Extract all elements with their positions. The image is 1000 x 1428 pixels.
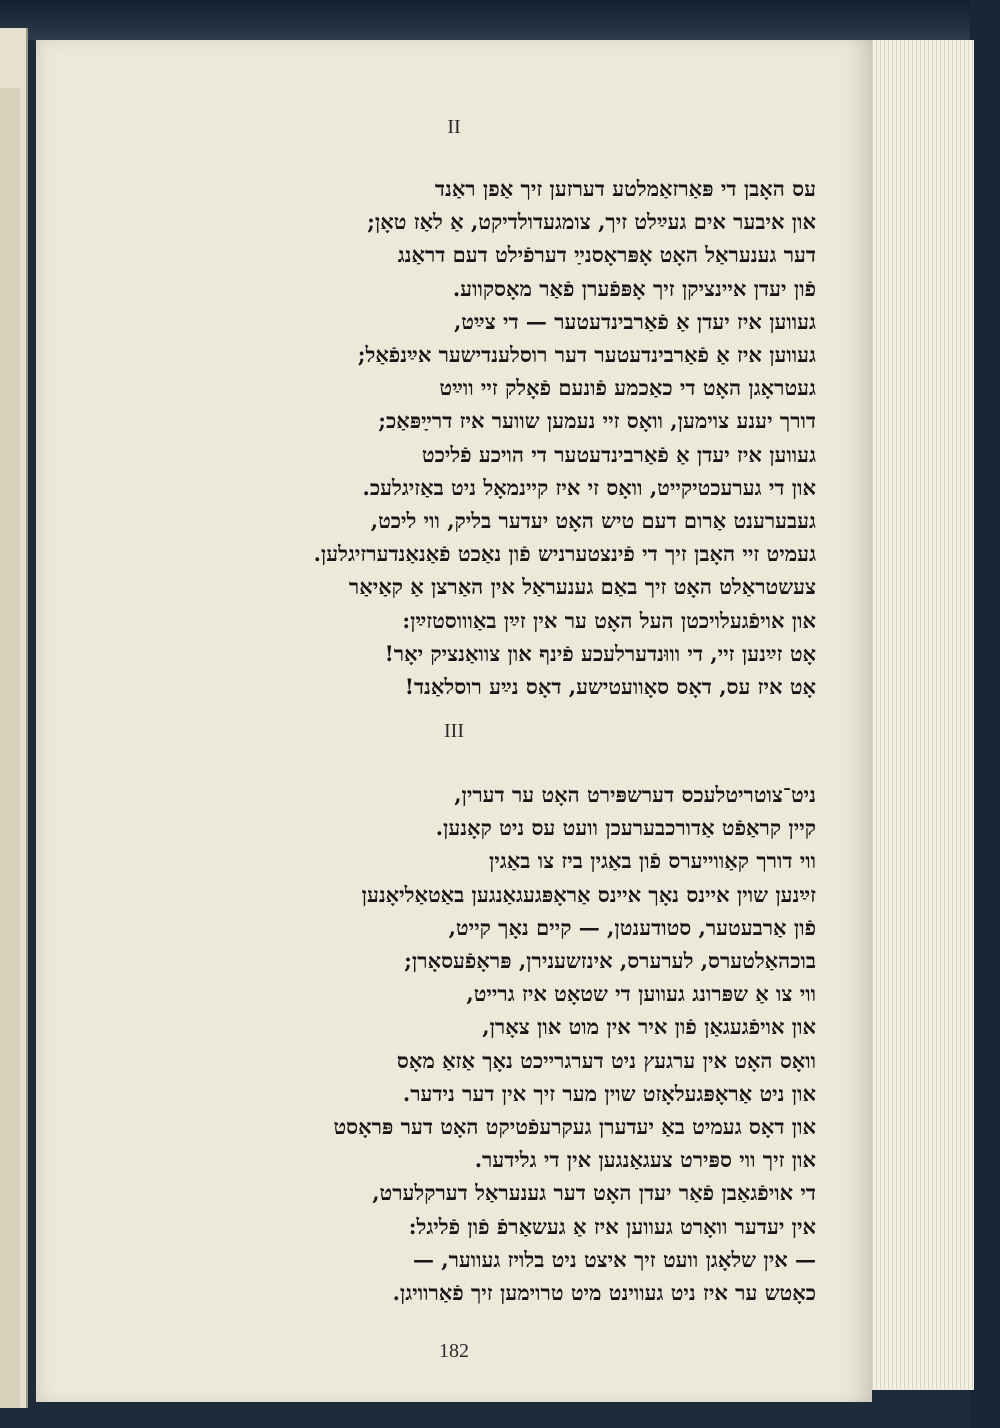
poem-line: געמיט זיי האָבן זיך די פֿינצטערניש פֿון נאַכט פֿאַנאַנדערזיגלען. <box>313 541 816 567</box>
poem-line: זײַנען שוין איינס נאָך איינס אַראָפּגעגאַנגען באַטאַליאָנען <box>361 881 816 907</box>
section-2-numeral: II <box>447 116 461 138</box>
previous-page-shadow <box>0 88 20 1408</box>
poem-line: און די גערעכטיקייט, וואָס זי איז קיינמאָל ניט באַזיגלעכ. <box>362 474 816 500</box>
book-page <box>36 40 872 1402</box>
page-block-edges <box>868 40 974 1390</box>
poem-line: פֿון יעדן איינציקן זיך אָפּפֿערן פֿאַר מאָסקווע. <box>452 275 816 301</box>
poem-line: אין יעדער וואָרט געווען איז אַ געשאַרפֿ פֿון פֿליגל: <box>408 1213 816 1239</box>
poem-line: און אויפֿגעגאַן פֿון איר אין מוט און צאָרן, <box>482 1014 816 1040</box>
page-number: 182 <box>439 1340 469 1362</box>
poem-line: געווען איז יעדן אַ פֿאַרבינדעטער — די צײַט, <box>453 308 816 334</box>
poem-line: און אויפֿגעלויכטן העל האָט ער אין זײַן באַוווסטזײַן: <box>402 607 816 633</box>
poem-line: פֿון אַרבעטער, סטודענטן, — קיים נאָך קייט, <box>448 914 816 940</box>
poem-line: וואָס האָט אין ערגעץ ניט דערגרייכט נאָך אַזאַ מאָס <box>396 1047 816 1073</box>
poem-line: כאָטש ער איז ניט געווינט מיט טרוימען זיך פֿאַרוויגן. <box>392 1280 816 1306</box>
poem-line: געטראָגן האָט די כאַכמע פֿונעם פֿאָלק זיי ווײַט <box>439 375 816 401</box>
book-cover-right <box>970 0 1000 1428</box>
stanza-2 <box>96 172 816 703</box>
poem-line: דער גענעראַל האָט אָפּראָסנײַ דערפֿילט דעם דראַנג <box>397 242 816 268</box>
poem-line: געווען איז אַ פֿאַרבינדעטער דער רוסלענדישער אײַנפֿאַל; <box>357 342 816 368</box>
poem-line: אָט איז עס, דאָס סאָוועטישע, דאָס נײַע רוסלאַנד! <box>404 674 816 700</box>
stanza-3 <box>96 778 816 1309</box>
poem-line: צעשטראַלט האָט זיך באַם גענעראַל אין האַרצן אַ קאַיאַר <box>348 574 816 600</box>
previous-page-edge <box>0 28 28 1408</box>
poem-line: דורך יענע צוימען, וואָס זיי נעמען שווער איז דרײַפּאַכ; <box>378 408 816 434</box>
poem-line: ווי דורך קאַווייערס פֿון באַגין ביז צו באַגין <box>489 848 816 874</box>
poem-line: און זיך ווי ספּירט צעגאַנגען אין די גלידער. <box>474 1147 816 1173</box>
poem-line: און ניט אַראָפּגעלאָזט שוין מער זיך אין דער נידער. <box>402 1080 816 1106</box>
poem-line: קיין קראַפֿט אַדורכבערעכן וועט עס ניט קאָנען. <box>435 815 816 841</box>
poem-line: עס האָבן די פּאַרזאַמלטע דערזען זיך אַפן ראַנד <box>434 176 816 201</box>
poem-line: די אויפֿגאַבן פֿאַר יעדן האָט דער גענעראַל דערקלערט, <box>372 1180 816 1206</box>
poem-line: געווען איז יעדן אַ פֿאַרבינדעטער די הויכע פֿליכט <box>421 441 816 467</box>
poem-line: ניט־צוטריטלעכס דערשפּירט האָט ער דערין, <box>454 782 816 807</box>
book-cover-top <box>0 0 1000 40</box>
poem-line: אָט זײַנען זיי, די וווּנדערלעכע פֿינף און צוואַנציק יאָר! <box>384 640 816 666</box>
section-3-numeral: III <box>444 720 464 742</box>
poem-line: ווי צו אַ שפּרונג געווען די שטאָט איז גרייט, <box>466 981 816 1007</box>
poem-line: און דאָס געמיט באַ יעדערן געקרעפֿטיקט האָט דער פּראָסט <box>333 1114 816 1140</box>
poem-line: — אין שלאָגן וועט זיך איצט ניט בלויז געווער, — <box>412 1246 816 1272</box>
poem-line: געבערענט אַרום דעם טיש האָט יעדער בליק, ווי ליכט, <box>370 508 816 534</box>
poem-line: בוכהאַלטערס, לערערס, אינזשענירן, פּראָפֿעסאָרן; <box>404 948 816 974</box>
poem-line: און איבער אים געײַלט זיך, צומגעדולדיקט, אַ לאַז טאָן; <box>367 209 816 235</box>
